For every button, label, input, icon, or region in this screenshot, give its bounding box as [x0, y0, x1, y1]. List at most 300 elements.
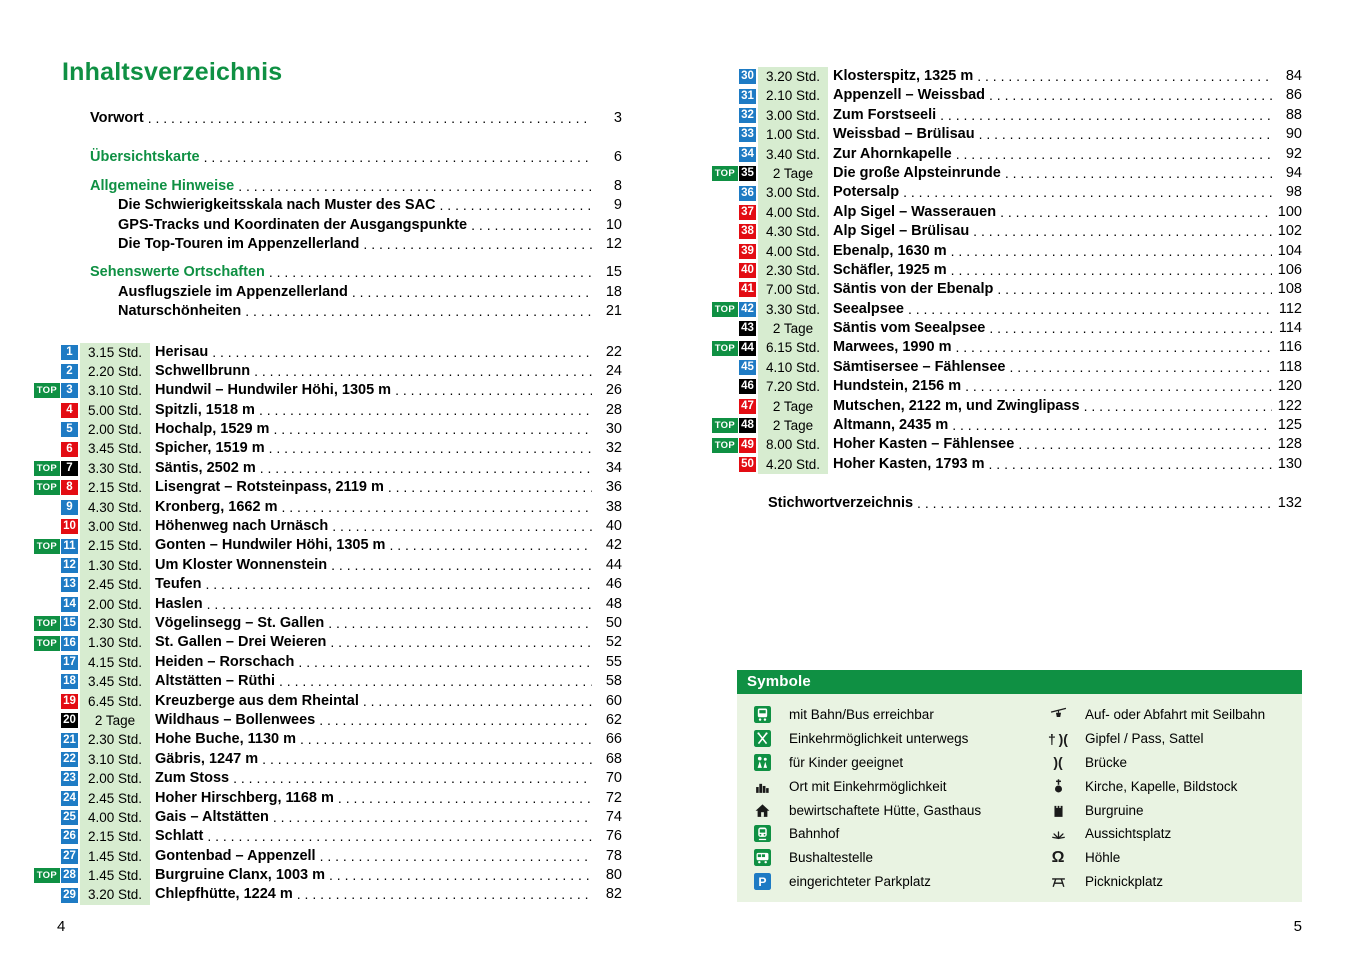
- badge-column: [32, 810, 78, 825]
- tour-number-badge: 39: [739, 244, 756, 259]
- badge-column: [32, 345, 78, 360]
- symbol-row: [749, 751, 1045, 775]
- tour-name: Hoher Kasten – Fählensee: [833, 436, 1015, 453]
- tour-name: Die große Alpsteinrunde: [833, 164, 1001, 181]
- dot-leader: [265, 263, 592, 282]
- page-ref: 74: [605, 808, 622, 825]
- tour-entry: [32, 498, 622, 517]
- tour-name: Weissbad – Brülisau: [833, 126, 975, 143]
- tour-entry: [710, 145, 1302, 164]
- page-ref: 70: [605, 770, 622, 787]
- toc-entry: [32, 177, 622, 196]
- tour-duration: 4.00 Std.: [80, 808, 150, 827]
- tour-entry: [32, 866, 622, 885]
- tour-number-badge: 5: [61, 422, 78, 437]
- tour-number-badge: 33: [739, 127, 756, 142]
- tour-name: St. Gallen – Drei Weieren: [155, 634, 327, 651]
- page-ref: 22: [605, 343, 622, 360]
- tour-name: Hundstein, 2156 m: [833, 378, 962, 395]
- tour-number-badge: 34: [739, 147, 756, 162]
- badge-column: [710, 341, 756, 356]
- tour-duration: 3.30 Std.: [758, 300, 828, 319]
- dot-leader: [359, 235, 592, 254]
- tour-entry: [710, 164, 1302, 183]
- tour-duration: 1.45 Std.: [80, 847, 150, 866]
- page-ref: 122: [1277, 397, 1302, 414]
- top-tour-badge: TOP: [34, 636, 60, 651]
- tour-number-badge: 38: [739, 224, 756, 239]
- tour-entry: [32, 439, 622, 458]
- bushaltestelle-icon: [749, 849, 775, 866]
- dot-leader: [203, 595, 592, 614]
- badge-column: [32, 422, 78, 437]
- aussichtsplatz-icon: [1045, 825, 1071, 842]
- tour-duration: 3.45 Std.: [80, 672, 150, 691]
- page-ref: 120: [1277, 378, 1302, 395]
- tour-name: Säntis von der Ebenalp: [833, 281, 994, 298]
- toc-entry-label: Sehenswerte Ortschaften: [90, 264, 265, 281]
- tour-name: Appenzell – Weissbad: [833, 87, 986, 104]
- tour-list-right: [710, 67, 1302, 474]
- page-ref: 6: [613, 149, 622, 166]
- tour-name: Hochalp, 1529 m: [155, 421, 270, 438]
- badge-column: [710, 302, 756, 317]
- page-ref: 15: [605, 264, 622, 281]
- symbol-row: [749, 727, 1045, 751]
- tour-entry: [32, 401, 622, 420]
- page-ref: 78: [605, 847, 622, 864]
- badge-column: [32, 655, 78, 670]
- tour-number-badge: 46: [739, 379, 756, 394]
- badge-column: [32, 539, 78, 554]
- tour-duration: 2.00 Std.: [80, 769, 150, 788]
- tour-number-badge: 36: [739, 186, 756, 201]
- svg-text:P: P: [757, 874, 767, 889]
- tour-duration: 2.15 Std.: [80, 827, 150, 846]
- page-ref: 108: [1277, 281, 1302, 298]
- kirche-kapelle-icon: [1045, 778, 1071, 795]
- badge-column: [710, 360, 756, 375]
- tour-name: Schwellbrunn: [155, 362, 251, 379]
- gipfel-pass-sattel-icon: † )(: [1048, 730, 1068, 747]
- badge-column: [32, 480, 78, 495]
- page-ref: 30: [605, 421, 622, 438]
- symbol-row: [1045, 870, 1296, 894]
- badge-column: [32, 461, 78, 476]
- tour-entry: [710, 183, 1302, 202]
- tour-entry: [32, 517, 622, 536]
- dot-leader: [234, 177, 592, 196]
- tour-name: Ebenalp, 1630 m: [833, 242, 947, 259]
- tour-number-badge: 49: [739, 438, 756, 453]
- page-ref: 44: [605, 556, 622, 573]
- index-entry: [710, 494, 1302, 513]
- tour-number-badge: 29: [61, 888, 78, 903]
- tour-duration: 4.20 Std.: [758, 455, 828, 474]
- page-ref: 90: [1285, 126, 1302, 143]
- tour-name: Potersalp: [833, 184, 900, 201]
- dot-leader: [327, 556, 592, 575]
- dot-leader: [348, 283, 592, 302]
- tour-entry: [32, 536, 622, 555]
- front-matter-list: [32, 109, 622, 322]
- top-tour-badge: TOP: [712, 341, 738, 356]
- tour-name: Spicher, 1519 m: [155, 440, 265, 457]
- tour-name: Lisengrat – Rotsteinpass, 2119 m: [155, 479, 384, 496]
- dot-leader: [467, 216, 592, 235]
- badge-column: [32, 771, 78, 786]
- dot-leader: [961, 377, 1272, 396]
- tour-name: Zur Ahornkapelle: [833, 145, 952, 162]
- dot-leader: [985, 455, 1272, 474]
- toc-entry: [32, 283, 622, 302]
- symbol-label: Höhle: [1085, 850, 1121, 866]
- page-ref: 102: [1277, 223, 1302, 240]
- page-ref: 48: [605, 595, 622, 612]
- badge-column: [32, 888, 78, 903]
- dot-leader: [913, 494, 1272, 513]
- page-ref: 58: [605, 673, 622, 690]
- tour-number-badge: 24: [61, 791, 78, 806]
- page-ref: 132: [1277, 495, 1302, 512]
- tour-number-badge: 14: [61, 597, 78, 612]
- tour-duration: 5.00 Std.: [80, 401, 150, 420]
- tour-entry: [32, 653, 622, 672]
- dot-leader: [315, 711, 592, 730]
- tour-name: Klosterspitz, 1325 m: [833, 68, 974, 84]
- dot-leader: [969, 222, 1272, 241]
- dot-leader: [316, 847, 592, 866]
- page-ref: 66: [605, 731, 622, 748]
- dot-leader: [278, 498, 593, 517]
- hoehle-icon: Ω: [1051, 848, 1065, 866]
- tour-number-badge: 6: [61, 442, 78, 457]
- tour-duration: 2 Tage: [758, 164, 828, 183]
- badge-column: [710, 263, 756, 278]
- badge-column: [32, 752, 78, 767]
- tour-number-badge: 23: [61, 771, 78, 786]
- tour-name: Kronberg, 1662 m: [155, 498, 278, 515]
- badge-column: [710, 108, 756, 123]
- tour-duration: 2.30 Std.: [80, 730, 150, 749]
- dot-leader: [384, 478, 592, 497]
- tour-entry: [32, 459, 622, 478]
- tour-name: Gonten – Hundwiler Höhi, 1305 m: [155, 537, 386, 554]
- page-ref: 116: [1278, 339, 1302, 356]
- tour-duration: 8.00 Std.: [758, 435, 828, 454]
- page-ref: 52: [605, 634, 622, 651]
- tour-entry: [32, 556, 622, 575]
- page-ref: 26: [605, 382, 622, 399]
- toc-entry: [32, 263, 622, 282]
- tour-entry: [710, 416, 1302, 435]
- dot-leader: [229, 769, 592, 788]
- dot-leader: [1080, 397, 1272, 416]
- tour-duration: 2.30 Std.: [80, 614, 150, 633]
- tour-duration: 7.20 Std.: [758, 377, 828, 396]
- tour-duration: 2.00 Std.: [80, 420, 150, 439]
- tour-duration: 4.00 Std.: [758, 203, 828, 222]
- dot-leader: [985, 319, 1272, 338]
- tour-name: Heiden – Rorschach: [155, 653, 295, 670]
- dot-leader: [296, 730, 592, 749]
- dot-leader: [334, 789, 592, 808]
- dot-leader: [250, 362, 592, 381]
- dot-leader: [325, 866, 592, 885]
- tour-duration: 2.00 Std.: [80, 595, 150, 614]
- page-ref: 128: [1277, 436, 1302, 453]
- symbol-row: [1045, 774, 1296, 798]
- page-ref: 106: [1277, 261, 1302, 278]
- ort-einkehr-icon: [749, 778, 775, 795]
- tour-number-badge: 43: [739, 321, 756, 336]
- tour-duration: 2.45 Std.: [80, 575, 150, 594]
- dot-leader: [1001, 164, 1272, 183]
- symbol-row: [749, 846, 1045, 870]
- tour-number-badge: 42: [739, 302, 756, 317]
- tour-number-badge: 18: [61, 674, 78, 689]
- tour-number-badge: 40: [739, 263, 756, 278]
- tour-duration: 2 Tage: [758, 416, 828, 435]
- tour-name: Hoher Hirschberg, 1168 m: [155, 789, 334, 806]
- tour-duration: 4.30 Std.: [758, 222, 828, 241]
- page-ref: 38: [605, 498, 622, 515]
- page-ref: 88: [1285, 106, 1302, 123]
- tour-entry: [32, 789, 622, 808]
- tour-entry: [32, 381, 622, 400]
- badge-column: [32, 791, 78, 806]
- badge-column: [32, 364, 78, 379]
- badge-column: [710, 89, 756, 104]
- tour-name: Spitzli, 1518 m: [155, 401, 255, 418]
- page-ref: 80: [605, 867, 622, 884]
- badge-column: [710, 186, 756, 201]
- badge-column: [710, 379, 756, 394]
- tour-number-badge: 27: [61, 849, 78, 864]
- dot-leader: [947, 261, 1272, 280]
- symbol-row: [1045, 798, 1296, 822]
- tour-duration: 7.00 Std.: [758, 280, 828, 299]
- tour-duration: 1.45 Std.: [80, 866, 150, 885]
- badge-column: [710, 282, 756, 297]
- tour-duration: 4.15 Std.: [80, 653, 150, 672]
- tour-entry: [32, 478, 622, 497]
- tour-entry: [710, 106, 1302, 125]
- dot-leader: [269, 808, 592, 827]
- dot-leader: [899, 183, 1272, 202]
- toc-left-page: [32, 58, 622, 905]
- symbol-row: [749, 870, 1045, 894]
- tour-entry: [32, 808, 622, 827]
- dot-leader: [993, 280, 1272, 299]
- tour-number-badge: 17: [61, 655, 78, 670]
- toc-entry-label: Die Schwierigkeitsskala nach Muster des SAC: [118, 197, 436, 214]
- tour-number-badge: 25: [61, 810, 78, 825]
- badge-column: [32, 616, 78, 631]
- tour-entry: [710, 280, 1302, 299]
- page-ref: 68: [605, 750, 622, 767]
- badge-column: [32, 577, 78, 592]
- kinder-icon: [749, 754, 775, 771]
- tour-duration: 3.45 Std.: [80, 439, 150, 458]
- tour-duration: 1.30 Std.: [80, 633, 150, 652]
- tour-entry: [32, 633, 622, 652]
- tour-number-badge: 48: [739, 418, 756, 433]
- tour-number-badge: 35: [739, 166, 756, 181]
- symbol-row: [1045, 751, 1296, 775]
- dot-leader: [996, 203, 1272, 222]
- dot-leader: [293, 885, 592, 904]
- symbol-row: [749, 822, 1045, 846]
- tour-duration: 3.10 Std.: [80, 381, 150, 400]
- dot-leader: [385, 536, 592, 555]
- toc-entry: [32, 148, 622, 167]
- tour-duration: 2.15 Std.: [80, 536, 150, 555]
- top-tour-badge: TOP: [712, 302, 738, 317]
- tour-entry: [710, 377, 1302, 396]
- tour-duration: 2 Tage: [758, 397, 828, 416]
- parkplatz-icon: [749, 873, 775, 890]
- top-tour-badge: TOP: [712, 418, 738, 433]
- tour-entry: [32, 595, 622, 614]
- tour-name: Gäbris, 1247 m: [155, 750, 259, 767]
- dot-leader: [1006, 358, 1273, 377]
- badge-column: [32, 597, 78, 612]
- toc-entry-label: GPS-Tracks und Koordinaten der Ausgangspunkte: [118, 216, 468, 233]
- page-ref: 86: [1285, 87, 1302, 104]
- tour-duration: 3.30 Std.: [80, 459, 150, 478]
- tour-duration: 1.00 Std.: [758, 125, 828, 144]
- tour-entry: [32, 730, 622, 749]
- toc-entry: [32, 196, 622, 215]
- page-ref: 21: [605, 303, 622, 320]
- tour-entry: [710, 86, 1302, 105]
- tour-entry: [710, 125, 1302, 144]
- tour-entry: [32, 750, 622, 769]
- tour-entry: [710, 397, 1302, 416]
- folio-right: 5: [1293, 918, 1302, 935]
- page-ref: 34: [605, 459, 622, 476]
- tour-name: Alp Sigel – Brülisau: [833, 223, 970, 240]
- tour-name: Zum Stoss: [155, 770, 230, 787]
- tour-duration: 3.00 Std.: [758, 183, 828, 202]
- tour-entry: [32, 672, 622, 691]
- page-ref: 130: [1277, 455, 1302, 472]
- tour-name: Herisau: [155, 343, 209, 360]
- tour-name: Wildhaus – Bollenwees: [155, 711, 316, 728]
- tour-duration: 1.30 Std.: [80, 556, 150, 575]
- seilbahn-icon: [1045, 706, 1071, 723]
- tour-name: Chlepfhütte, 1224 m: [155, 886, 293, 903]
- tour-number-badge: 16: [61, 636, 78, 651]
- picknickplatz-icon: [1045, 873, 1071, 890]
- folio-left: 4: [57, 918, 66, 935]
- tour-number-badge: 11: [61, 539, 78, 554]
- toc-entry-label: Ausflugsziele im Appenzellerland: [118, 283, 348, 300]
- tour-name: Seealpsee: [833, 300, 904, 317]
- symbol-label: eingerichteter Parkplatz: [789, 873, 931, 889]
- badge-column: [710, 321, 756, 336]
- badge-column: [32, 713, 78, 728]
- page-ref: 55: [605, 653, 622, 670]
- tour-name: Säntis, 2502 m: [155, 459, 256, 476]
- dot-leader: [200, 148, 592, 167]
- toc-entry: [32, 235, 622, 254]
- tour-duration: 6.45 Std.: [80, 692, 150, 711]
- dot-leader: [436, 196, 592, 215]
- badge-column: [32, 383, 78, 398]
- dot-leader: [265, 439, 592, 458]
- badge-column: [32, 558, 78, 573]
- symbol-row: [1045, 703, 1296, 727]
- tour-number-badge: 12: [61, 558, 78, 573]
- page-ref: 36: [605, 479, 622, 496]
- page-ref: 98: [1285, 184, 1302, 201]
- tour-number-badge: 4: [61, 403, 78, 418]
- tour-number-badge: 15: [61, 616, 78, 631]
- tour-duration: 3.15 Std.: [80, 343, 150, 362]
- toc-entry: [32, 109, 622, 128]
- symbol-label: Burgruine: [1085, 802, 1144, 818]
- badge-column: [32, 849, 78, 864]
- dot-leader: [256, 459, 592, 478]
- page-ref: 18: [605, 283, 622, 300]
- dot-leader: [952, 338, 1273, 357]
- dot-leader: [144, 109, 592, 128]
- badge-column: [710, 224, 756, 239]
- tour-number-badge: 32: [739, 108, 756, 123]
- toc-entry-label: Naturschönheiten: [118, 303, 242, 320]
- symbol-row: [1045, 846, 1296, 870]
- badge-column: [32, 500, 78, 515]
- page-ref: 104: [1277, 242, 1302, 259]
- badge-column: [32, 403, 78, 418]
- tour-entry: [32, 847, 622, 866]
- dot-leader: [255, 401, 592, 420]
- symbols-legend: [737, 670, 1302, 902]
- tour-name: Sämtisersee – Fählensee: [833, 358, 1006, 375]
- tour-entry: [710, 435, 1302, 454]
- bruecke-icon: )(: [1053, 754, 1063, 771]
- symbol-label: mit Bahn/Bus erreichbar: [789, 707, 934, 723]
- huette-gasthaus-icon: [749, 802, 775, 819]
- top-tour-badge: TOP: [34, 868, 60, 883]
- top-tour-badge: TOP: [712, 166, 738, 181]
- badge-column: [710, 438, 756, 453]
- badge-column: [710, 457, 756, 472]
- dot-leader: [203, 827, 592, 846]
- tour-number-badge: 2: [61, 364, 78, 379]
- toc-entry-label: Die Top-Touren im Appenzellerland: [118, 235, 360, 252]
- badge-column: [710, 127, 756, 142]
- dot-leader: [948, 416, 1272, 435]
- bahn-bus-icon: [749, 706, 775, 723]
- tour-duration: 2.15 Std.: [80, 478, 150, 497]
- tour-entry: [710, 455, 1302, 474]
- tour-name: Vögelinsegg – St. Gallen: [155, 614, 325, 631]
- page-ref: 12: [605, 235, 622, 252]
- dot-leader: [328, 517, 592, 536]
- symbols-legend-body: [737, 694, 1302, 902]
- symbol-row: [749, 774, 1045, 798]
- symbol-label: bewirtschaftete Hütte, Gasthaus: [789, 802, 982, 818]
- symbol-label: Kirche, Kapelle, Bildstock: [1085, 778, 1238, 794]
- top-tour-badge: TOP: [34, 616, 60, 631]
- tour-entry: [32, 343, 622, 362]
- dot-leader: [391, 381, 592, 400]
- tour-name: Um Kloster Wonnenstein: [155, 556, 328, 573]
- tour-duration: 2.10 Std.: [758, 86, 828, 105]
